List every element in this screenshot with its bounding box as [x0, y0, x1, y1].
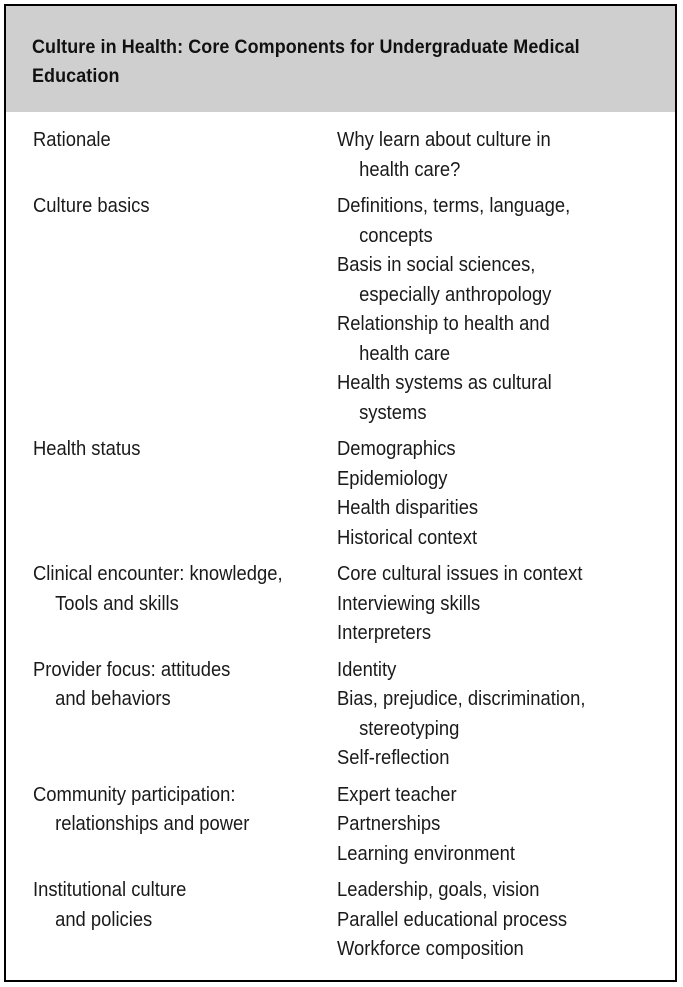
component-item: [337, 251, 675, 310]
topic-text: Culture basics: [33, 195, 150, 217]
component-item-text: Leadership, goals, vision: [337, 879, 540, 901]
items-cell: [337, 781, 675, 870]
component-item: [337, 126, 675, 185]
component-item-text: Demographics: [337, 438, 456, 460]
table-title: [32, 33, 658, 91]
component-item: [337, 310, 675, 369]
component-item-text: Self-reflection: [337, 747, 450, 769]
component-item-text: Learning environment: [337, 842, 515, 865]
items-cell: [337, 435, 675, 553]
component-item-text: Identity: [337, 658, 397, 681]
component-item: [337, 369, 675, 428]
component-item-text: Bias, prejudice, discrimination,: [337, 688, 586, 710]
component-item-text: Partnerships: [337, 813, 441, 835]
component-item: [337, 906, 675, 936]
component-item-text: concepts: [359, 224, 433, 247]
topic-text: Clinical encounter: knowledge,: [33, 563, 283, 585]
component-item: [337, 685, 675, 744]
items-cell: [337, 876, 675, 965]
component-item-text: Basis in social sciences,: [337, 254, 536, 276]
component-item-text: Epidemiology: [337, 467, 448, 490]
component-item-text: health care?: [359, 158, 461, 181]
topic-cell: [6, 435, 337, 553]
items-cell: [337, 126, 675, 185]
component-item: [337, 810, 675, 840]
component-item: [337, 876, 675, 906]
component-item: [337, 465, 675, 495]
topic-text: Rationale: [33, 129, 111, 151]
table-row: [6, 876, 675, 965]
items-cell: [337, 192, 675, 428]
table-title-line: Education: [32, 65, 120, 87]
component-item: [337, 192, 675, 251]
component-item-text: Workforce composition: [337, 938, 524, 960]
table-body: [6, 112, 675, 965]
component-item-text: Core cultural issues in context: [337, 563, 583, 585]
table-row: [6, 192, 675, 428]
topic-text: Tools and skills: [55, 592, 179, 615]
topic-text: and policies: [55, 908, 153, 931]
component-item: [337, 781, 675, 811]
table-row: [6, 560, 675, 649]
component-item: [337, 656, 675, 686]
component-item: [337, 840, 675, 870]
component-item-text: Parallel educational process: [337, 908, 568, 931]
topic-text: Institutional culture: [33, 879, 187, 901]
topic-cell: [6, 656, 337, 774]
items-cell: [337, 656, 675, 774]
component-item-text: Health systems as cultural: [337, 372, 552, 394]
component-item-text: Historical context: [337, 526, 478, 549]
component-item: [337, 590, 675, 620]
component-item: [337, 560, 675, 590]
components-table: [4, 4, 677, 982]
table-row: [6, 781, 675, 870]
table-row: [6, 656, 675, 774]
component-item-text: health care: [359, 342, 451, 365]
topic-cell: [6, 876, 337, 965]
topic-text: Provider focus: attitudes: [33, 658, 231, 681]
table-row: [6, 126, 675, 185]
component-item-text: Health disparities: [337, 497, 479, 519]
component-item-text: especially anthropology: [359, 283, 552, 306]
component-item: [337, 935, 675, 965]
component-item-text: Relationship to health and: [337, 313, 550, 335]
topic-text: Community participation:: [33, 783, 236, 806]
component-item-text: stereotyping: [359, 717, 460, 740]
component-item: [337, 435, 675, 465]
topic-text: relationships and power: [55, 813, 250, 835]
table-row: [6, 435, 675, 553]
component-item: [337, 619, 675, 649]
items-cell: [337, 560, 675, 649]
topic-cell: [6, 560, 337, 649]
topic-cell: [6, 781, 337, 870]
table-header: [6, 6, 675, 112]
topic-cell: [6, 192, 337, 428]
topic-text: Health status: [33, 438, 141, 460]
component-item-text: Interviewing skills: [337, 592, 481, 615]
component-item: [337, 494, 675, 524]
component-item-text: Interpreters: [337, 622, 432, 644]
component-item-text: Why learn about culture in: [337, 129, 551, 151]
topic-cell: [6, 126, 337, 185]
component-item-text: Definitions, terms, language,: [337, 195, 571, 217]
component-item-text: Expert teacher: [337, 783, 457, 806]
table-title-line: Culture in Health: Core Components for Undergraduate Medical: [32, 36, 580, 58]
topic-text: and behaviors: [55, 688, 171, 710]
component-item: [337, 744, 675, 774]
component-item-text: systems: [359, 401, 427, 424]
component-item: [337, 524, 675, 554]
